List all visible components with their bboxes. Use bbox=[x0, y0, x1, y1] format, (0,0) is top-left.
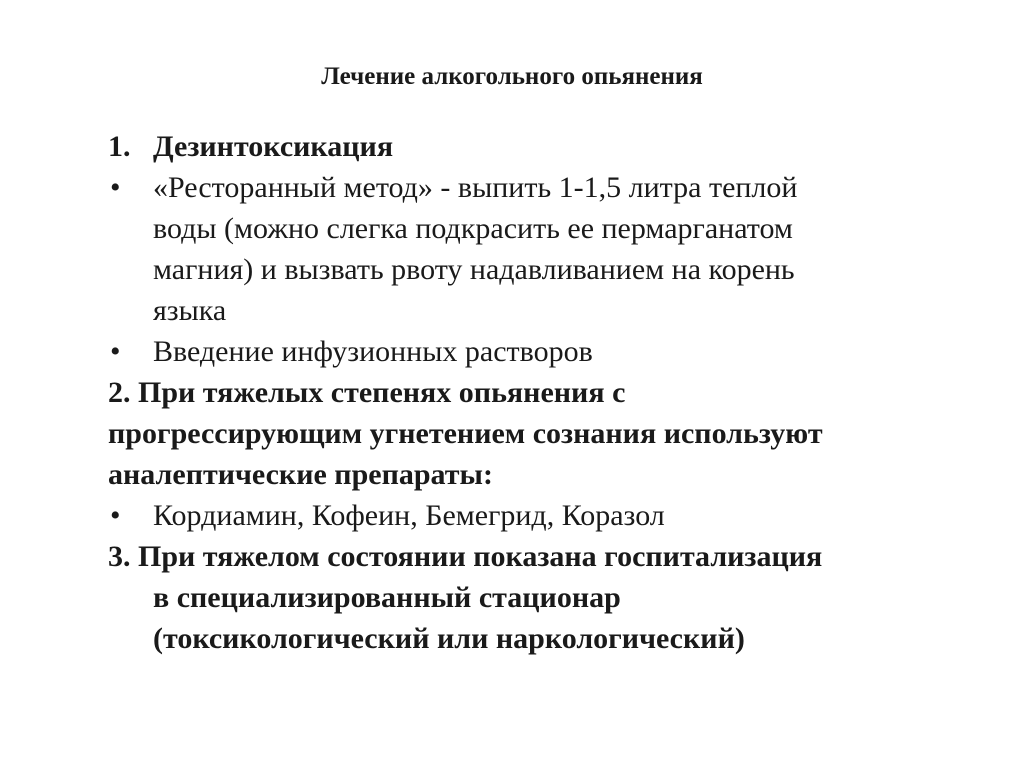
bullet-line: воды (можно слегка подкрасить ее пермарганатом bbox=[153, 212, 793, 245]
bullet-line: магния) и вызвать рвоту надавливанием на корень bbox=[153, 253, 795, 286]
section-1-heading bbox=[108, 126, 978, 167]
bullet-icon: • bbox=[110, 499, 121, 532]
bullet-text: Кордиамин, Кофеин, Бемегрид, Коразол bbox=[153, 499, 665, 532]
section-3-line: 3. При тяжелом состоянии показана госпитализация bbox=[108, 540, 823, 573]
bullet-item bbox=[108, 331, 978, 372]
bullet-icon: • bbox=[110, 335, 121, 368]
bullet-line: языка bbox=[153, 294, 227, 327]
slide-content bbox=[108, 126, 978, 659]
section-3-line: в специализированный стационар bbox=[153, 581, 621, 614]
section-3-line: (токсикологический или наркологический) bbox=[153, 622, 745, 655]
bullet-icon: • bbox=[110, 171, 121, 204]
bullet-text bbox=[153, 167, 978, 331]
bullet-line: «Ресторанный метод» - выпить 1-1,5 литра теплой bbox=[153, 171, 798, 204]
bullet-line: Введение инфузионных растворов bbox=[153, 335, 593, 368]
section-1-number: 1. bbox=[108, 130, 131, 163]
bullet-text bbox=[153, 331, 978, 372]
slide-title: Лечение алкогольного опьянения bbox=[321, 63, 703, 90]
section-2-line: аналептические препараты: bbox=[108, 458, 493, 491]
bullet-item bbox=[108, 167, 978, 331]
section-1-title: Дезинтоксикация bbox=[153, 130, 394, 163]
section-2-line: 2. При тяжелых степенях опьянения с bbox=[108, 376, 626, 409]
bullet-item bbox=[108, 495, 978, 536]
section-2-line: прогрессирующим угнетением сознания используют bbox=[108, 417, 823, 450]
